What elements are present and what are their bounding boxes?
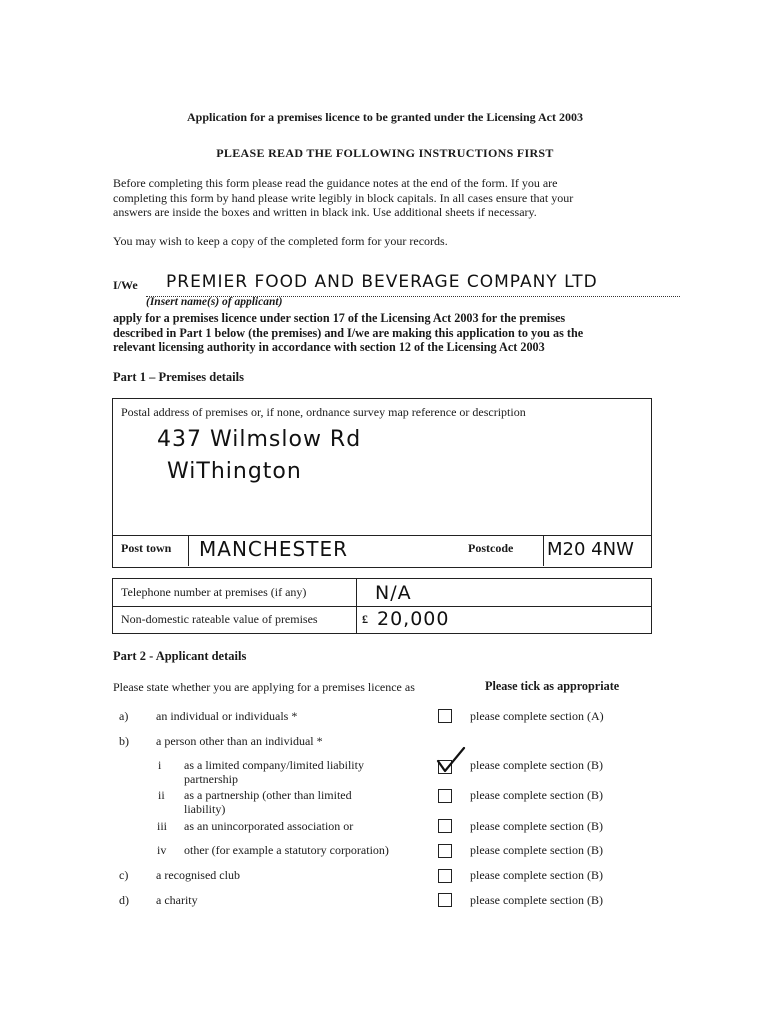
option-checkbox-c[interactable] — [438, 869, 452, 883]
option-text: as a partnership (other than limited — [184, 788, 352, 802]
statement-line: apply for a premises licence under section 17 of the Licensing Act 2003 for the premises — [113, 311, 566, 325]
premises-address-box — [112, 398, 652, 568]
applicant-type-question: Please state whether you are applying for a premises licence as — [113, 680, 415, 694]
option-action: please complete section (B) — [470, 788, 603, 802]
tick-header: Please tick as appropriate — [485, 679, 620, 693]
part2-heading: Part 2 - Applicant details — [113, 649, 247, 663]
applicant-name-value: PREMIER FOOD AND BEVERAGE COMPANY LTD — [166, 272, 598, 292]
option-action: please complete section (B) — [470, 843, 603, 857]
postcode-divider — [543, 536, 544, 566]
option-checkbox-a[interactable] — [438, 709, 452, 723]
option-action: please complete section (B) — [470, 868, 603, 882]
applicant-label: I/We — [113, 278, 138, 292]
applicant-statement — [113, 311, 673, 355]
option-text: a recognised club — [156, 868, 240, 882]
option-action: please complete section (B) — [470, 819, 603, 833]
address-line-1[interactable]: 437 Wilmslow Rd — [157, 427, 362, 452]
option-id: iv — [157, 843, 167, 857]
instructions-paragraph — [113, 176, 653, 220]
currency-symbol: £ — [362, 612, 368, 626]
option-id: c) — [119, 868, 129, 882]
instructions-line: completing this form by hand please write legibly in block capitals. In all cases ensure that your — [113, 190, 574, 205]
telephone-label: Telephone number at premises (if any) — [121, 585, 307, 599]
option-text: an individual or individuals * — [156, 709, 298, 723]
rateable-value-label: Non-domestic rateable value of premises — [121, 612, 318, 626]
option-text: as a limited company/limited liability — [184, 758, 364, 772]
check-mark-icon — [436, 746, 466, 774]
statement-line: described in Part 1 below (the premises) and I/we are making this application to you as the — [113, 325, 584, 340]
option-checkbox-b-ii[interactable] — [438, 789, 452, 803]
option-action: please complete section (B) — [470, 758, 603, 772]
option-action: please complete section (B) — [470, 893, 603, 907]
telephone-value[interactable]: N/A — [375, 582, 412, 604]
address-line-2[interactable]: WiThington — [167, 459, 302, 484]
instructions-line: Before completing this form please read the guidance notes at the end of the form. If you are — [113, 176, 558, 190]
option-text: a person other than an individual * — [156, 734, 323, 748]
records-note: You may wish to keep a copy of the completed form for your records. — [113, 234, 448, 248]
address-divider — [113, 535, 651, 536]
instructions-heading: PLEASE READ THE FOLLOWING INSTRUCTIONS FIRST — [216, 146, 554, 160]
rateable-value[interactable]: 20,000 — [377, 608, 450, 630]
post-town-value[interactable]: MANCHESTER — [199, 537, 348, 561]
option-text: as an unincorporated association or — [184, 819, 354, 833]
option-id: b) — [119, 734, 129, 748]
part1-heading: Part 1 – Premises details — [113, 370, 244, 384]
post-town-divider — [188, 536, 189, 566]
address-label: Postal address of premises or, if none, ordnance survey map reference or description — [121, 405, 526, 419]
table-row-divider — [113, 606, 651, 607]
post-town-label: Post town — [121, 541, 172, 555]
form-title: Application for a premises licence to be granted under the Licensing Act 2003 — [187, 110, 583, 124]
applicant-name-field[interactable] — [146, 270, 680, 297]
statement-line: relevant licensing authority in accordance with section 12 of the Licensing Act 2003 — [113, 340, 545, 354]
option-checkbox-d[interactable] — [438, 893, 452, 907]
option-action: please complete section (A) — [470, 709, 604, 723]
option-id: i — [158, 758, 162, 772]
option-id: iii — [157, 819, 168, 833]
option-checkbox-b-iii[interactable] — [438, 819, 452, 833]
option-id: a) — [119, 709, 129, 723]
postcode-value[interactable]: M20 4NW — [547, 539, 634, 560]
option-text: a charity — [156, 893, 198, 907]
postcode-label: Postcode — [468, 541, 514, 555]
premises-info-table — [112, 578, 652, 634]
option-text: other (for example a statutory corporation) — [184, 843, 389, 857]
option-text-continued: partnership — [184, 772, 238, 786]
option-id: d) — [119, 893, 129, 907]
option-checkbox-b-iv[interactable] — [438, 844, 452, 858]
applicant-hint: (Insert name(s) of applicant) — [146, 296, 283, 308]
instructions-line: answers are inside the boxes and written in black ink. Use additional sheets if necessary. — [113, 205, 537, 219]
option-text-continued: liability) — [184, 802, 226, 816]
option-id: ii — [158, 788, 165, 802]
